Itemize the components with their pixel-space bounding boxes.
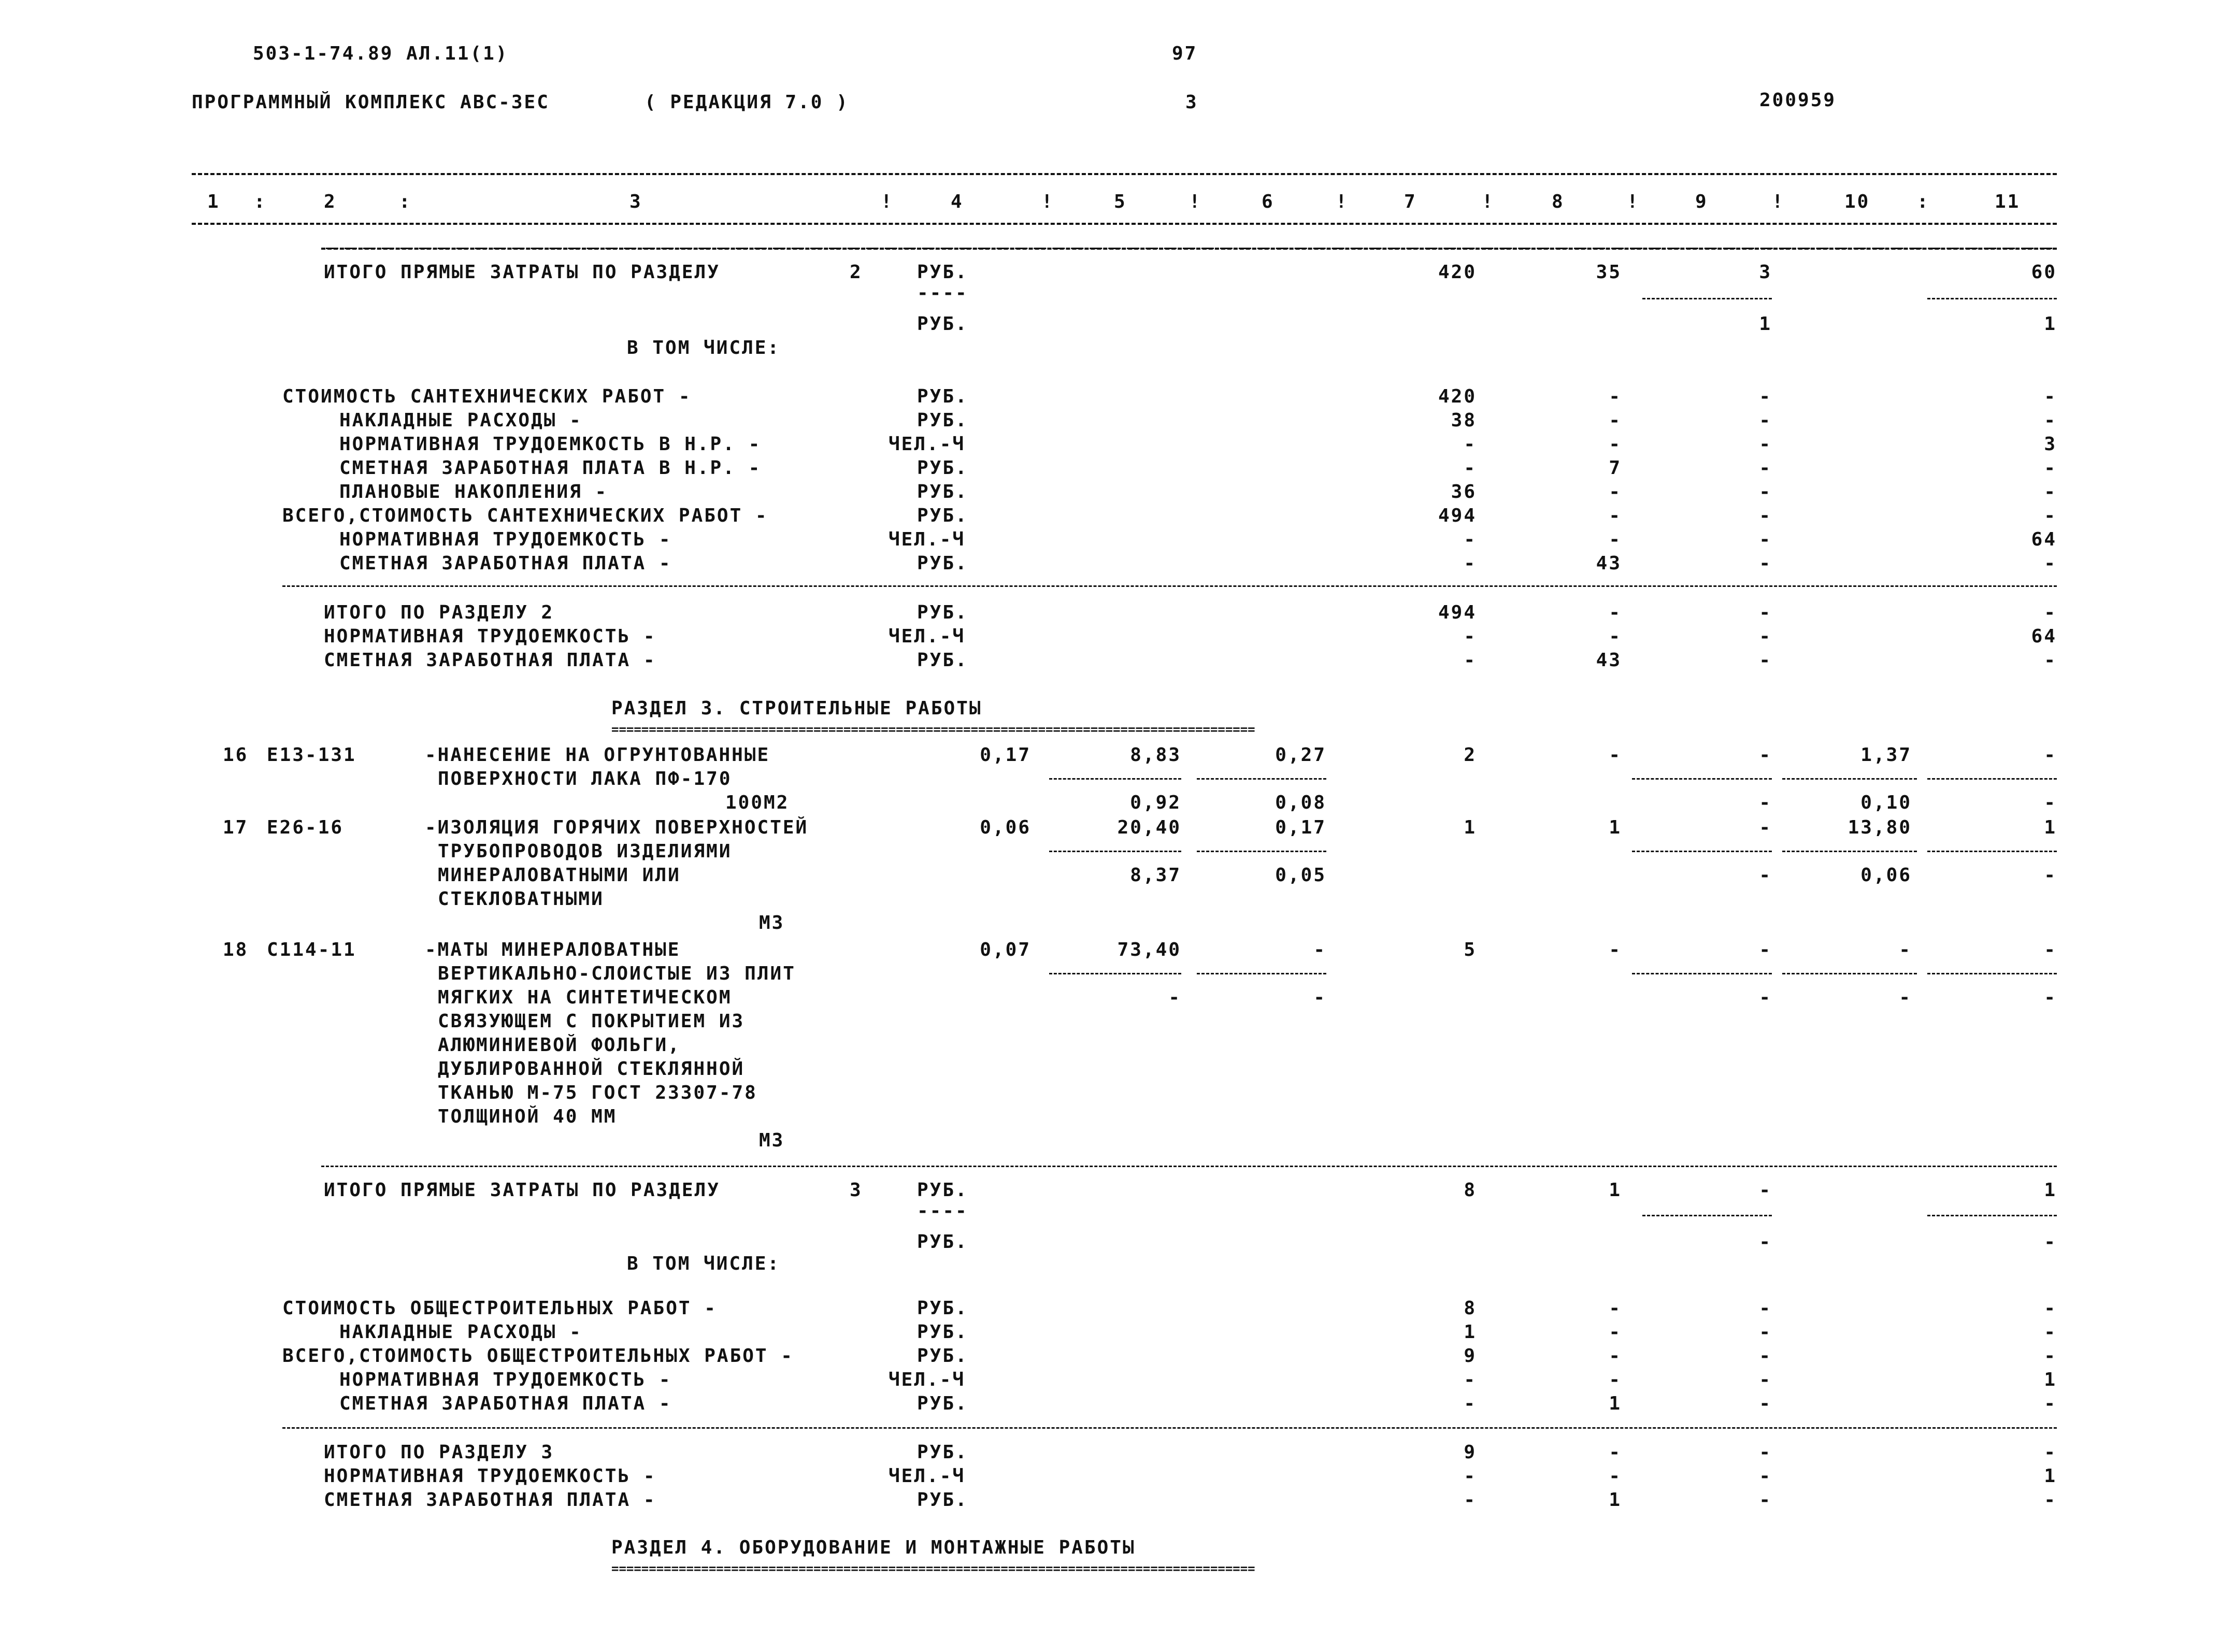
cell-c11: -: [2044, 1345, 2057, 1367]
cell-c11: -: [2044, 939, 2057, 960]
sub-rule: [1642, 298, 1772, 299]
sub-rule: [1049, 778, 1181, 780]
cost-row-label: НАКЛАДНЫЕ РАСХОДЫ -: [339, 1321, 582, 1343]
cost-row-unit: РУБ.: [917, 1393, 968, 1414]
sub-rule: [1782, 973, 1917, 974]
unit-dashes: ----: [917, 282, 968, 304]
cell-c6: 0,27: [1275, 744, 1326, 766]
column-header-cell: 6: [1262, 191, 1274, 212]
cost-row-unit: ЧЕЛ.-Ч: [889, 434, 966, 455]
cell-c10: 13,80: [1848, 817, 1912, 838]
cell-sub-c5: -: [1168, 987, 1181, 1008]
cell-qty: 0,17: [980, 744, 1031, 766]
cell-c9: -: [1759, 481, 1772, 502]
cost-row-unit: ЧЕЛ.-Ч: [889, 1369, 966, 1390]
item-description-line: ДУБЛИРОВАННОЙ СТЕКЛЯННОЙ: [438, 1058, 745, 1080]
cost-row-unit: РУБ.: [917, 505, 968, 526]
item-description-line: ТОЛЩИНОЙ 40 ММ: [438, 1106, 617, 1127]
column-header-cell: 1: [207, 191, 220, 212]
column-header-cell: :: [399, 191, 412, 212]
column-header-cell: 7: [1404, 191, 1417, 212]
item-description-line: ПОВЕРХНОСТИ ЛАКА ПФ-170: [438, 768, 732, 789]
cost-row-unit: РУБ.: [917, 553, 968, 574]
cell-c11: -: [2044, 1321, 2057, 1343]
column-header-cell: :: [1917, 191, 1930, 212]
cell-c8: -: [1609, 744, 1622, 766]
cell-c7: 8: [1464, 1180, 1477, 1201]
cell-c8: -: [1609, 386, 1622, 407]
direct-costs-title: ИТОГО ПРЯМЫЕ ЗАТРАТЫ ПО РАЗДЕЛУ: [324, 262, 720, 283]
cost-row-label: СМЕТНАЯ ЗАРАБОТНАЯ ПЛАТА В Н.Р. -: [339, 457, 762, 479]
section-total-unit: РУБ.: [917, 602, 968, 623]
cell-c9: -: [1759, 434, 1772, 455]
cell-c7: 5: [1464, 939, 1477, 960]
cost-row-unit: РУБ.: [917, 1298, 968, 1319]
cell-c7: 494: [1438, 505, 1477, 526]
cost-row-label: ВСЕГО,СТОИМОСТЬ ОБЩЕСТРОИТЕЛЬНЫХ РАБОТ -: [282, 1345, 794, 1367]
cell-c7: 494: [1438, 602, 1477, 623]
sub-rule: [1197, 778, 1326, 780]
item-description-line: АЛЮМИНИЕВОЙ ФОЛЬГИ,: [438, 1035, 681, 1056]
cell-c11: 1: [2044, 1180, 2057, 1201]
direct-costs-section-no: 3: [850, 1180, 863, 1201]
cost-row-unit: РУБ.: [917, 386, 968, 407]
item-description-line: ВЕРТИКАЛЬНО-СЛОИСТЫЕ ИЗ ПЛИТ: [438, 963, 796, 984]
section-total-label: НОРМАТИВНАЯ ТРУДОЕМКОСТЬ -: [324, 626, 656, 647]
sub-rule: [1782, 851, 1917, 852]
cell-c7: 1: [1464, 1321, 1477, 1343]
sub-rule: [1197, 973, 1326, 974]
item-unit: 100М2: [725, 792, 790, 813]
cell-c11: -: [2044, 650, 2057, 671]
cell-c9: -: [1759, 1369, 1772, 1390]
cell-sub-c6: -: [1313, 987, 1326, 1008]
including-label: В ТОМ ЧИСЛЕ:: [627, 1253, 781, 1274]
cell-c11: -: [2044, 505, 2057, 526]
cell-c9: -: [1759, 817, 1772, 838]
item-code: Е13-131: [267, 744, 356, 766]
item-description-line: МЯГКИХ НА СИНТЕТИЧЕСКОМ: [438, 987, 732, 1008]
item-description-line: -МАТЫ МИНЕРАЛОВАТНЫЕ: [425, 939, 681, 960]
cell-c8: 35: [1596, 262, 1622, 283]
cell-c7: -: [1464, 650, 1477, 671]
section4-heading: РАЗДЕЛ 4. ОБОРУДОВАНИЕ И МОНТАЖНЫЕ РАБОТЫ: [611, 1537, 1136, 1558]
cell-c9: -: [1759, 529, 1772, 550]
unit-label: РУБ.: [917, 1231, 968, 1253]
cell-c9: -: [1759, 1442, 1772, 1463]
cell-c9: -: [1759, 386, 1772, 407]
section3-underline: ======================================================================================: [611, 722, 1255, 737]
column-header-cell: 4: [951, 191, 964, 212]
cell-c7: 9: [1464, 1442, 1477, 1463]
column-header-cell: !: [1336, 191, 1349, 212]
cell-c6: -: [1313, 939, 1326, 960]
cell-c9: -: [1759, 939, 1772, 960]
item-description-line: -ИЗОЛЯЦИЯ ГОРЯЧИХ ПОВЕРХНОСТЕЙ: [425, 817, 809, 838]
section-total-label: СМЕТНАЯ ЗАРАБОТНАЯ ПЛАТА -: [324, 650, 656, 671]
section-total-label: ИТОГО ПО РАЗДЕЛУ 2: [324, 602, 554, 623]
cell-c8: -: [1609, 626, 1622, 647]
cell-c11: 60: [2031, 262, 2057, 283]
cell-c8: -: [1609, 1345, 1622, 1367]
cell-sub-c10: 0,10: [1860, 792, 1912, 813]
cell-c7: -: [1464, 1393, 1477, 1414]
section4-underline: ======================================================================================: [611, 1561, 1255, 1576]
page-number: 97: [1172, 43, 1198, 64]
cell-c9: -: [1759, 626, 1772, 647]
sub-rule: [1927, 778, 2057, 780]
unit-label: РУБ.: [917, 313, 968, 335]
item-description-line: -НАНЕСЕНИЕ НА ОГРУНТОВАННЫЕ: [425, 744, 770, 766]
summary-rule: [321, 248, 2057, 249]
top-rule: [192, 173, 2057, 175]
cell-c8: -: [1609, 1466, 1622, 1487]
sub-rule: [1642, 1215, 1772, 1216]
cost-row-label: НАКЛАДНЫЕ РАСХОДЫ -: [339, 410, 582, 431]
cell-c7: 9: [1464, 1345, 1477, 1367]
section-total-unit: ЧЕЛ.-Ч: [889, 1466, 966, 1487]
cost-row-label: СТОИМОСТЬ ОБЩЕСТРОИТЕЛЬНЫХ РАБОТ -: [282, 1298, 717, 1319]
cost-row-unit: РУБ.: [917, 457, 968, 479]
cell-sub-c5: 0,92: [1130, 792, 1181, 813]
cell-sub-c10: 0,06: [1860, 865, 1912, 886]
cell-sub-c11: -: [2044, 1231, 2057, 1253]
cell-c9: -: [1759, 505, 1772, 526]
cell-sub-c11: -: [2044, 792, 2057, 813]
item-description-line: ТКАНЬЮ М-75 ГОСТ 23307-78: [438, 1082, 757, 1103]
header-rule: [192, 223, 2057, 225]
cell-c8: -: [1609, 434, 1622, 455]
cell-c8: -: [1609, 410, 1622, 431]
column-header-cell: !: [1189, 191, 1202, 212]
column-header-cell: !: [881, 191, 894, 212]
sub-rule: [1632, 851, 1772, 852]
item-code: Е26-16: [267, 817, 344, 838]
cell-c8: -: [1609, 1369, 1622, 1390]
cell-c7: 38: [1451, 410, 1477, 431]
document-code: 200959: [1759, 90, 1837, 111]
cell-c7: 2: [1464, 744, 1477, 766]
cell-c7: 420: [1438, 386, 1477, 407]
cell-c11: -: [2044, 457, 2057, 479]
direct-costs-section-no: 2: [850, 262, 863, 283]
cell-sub-c9: -: [1759, 792, 1772, 813]
program-edition: ( РЕДАКЦИЯ 7.0 ): [645, 92, 849, 113]
cell-c7: -: [1464, 553, 1477, 574]
direct-costs-title: ИТОГО ПРЯМЫЕ ЗАТРАТЫ ПО РАЗДЕЛУ: [324, 1180, 720, 1201]
column-header-cell: :: [254, 191, 267, 212]
column-header-cell: 8: [1552, 191, 1565, 212]
column-header-cell: 5: [1114, 191, 1127, 212]
cost-row-label: СМЕТНАЯ ЗАРАБОТНАЯ ПЛАТА -: [339, 553, 672, 574]
section3-heading: РАЗДЕЛ 3. СТРОИТЕЛЬНЫЕ РАБОТЫ: [611, 698, 982, 719]
cell-c9: -: [1759, 1489, 1772, 1511]
cost-row-unit: ЧЕЛ.-Ч: [889, 529, 966, 550]
item-description-line: МИНЕРАЛОВАТНЫМИ ИЛИ: [438, 865, 681, 886]
cell-c11: -: [2044, 1489, 2057, 1511]
cell-c7: -: [1464, 626, 1477, 647]
column-header-cell: 10: [1844, 191, 1870, 212]
cell-c8: -: [1609, 505, 1622, 526]
cell-c9: 3: [1759, 262, 1772, 283]
column-header-cell: !: [1772, 191, 1785, 212]
cell-c9: -: [1759, 1466, 1772, 1487]
cell-c7: -: [1464, 1489, 1477, 1511]
cell-c11: 1: [2044, 1466, 2057, 1487]
section-total-unit: ЧЕЛ.-Ч: [889, 626, 966, 647]
column-header-cell: 11: [1995, 191, 2021, 212]
cell-sub-c9: -: [1759, 865, 1772, 886]
cell-sub-c6: 0,05: [1275, 865, 1326, 886]
section-total-unit: РУБ.: [917, 1489, 968, 1511]
section-total-unit: РУБ.: [917, 650, 968, 671]
cell-sub-c11: -: [2044, 987, 2057, 1008]
sub-rule: [1927, 851, 2057, 852]
cell-c9: -: [1759, 1321, 1772, 1343]
column-header-cell: !: [1627, 191, 1640, 212]
cell-qty: 0,06: [980, 817, 1031, 838]
item-number: 17: [223, 817, 249, 838]
item-unit: М3: [759, 1130, 785, 1151]
section-number: 3: [1185, 92, 1198, 113]
item-number: 16: [223, 744, 249, 766]
cell-c8: -: [1609, 481, 1622, 502]
cell-c7: 36: [1451, 481, 1477, 502]
cell-c11: 1: [2044, 817, 2057, 838]
cell-c9: -: [1759, 457, 1772, 479]
column-header-cell: !: [1482, 191, 1495, 212]
cell-c5: 8,83: [1130, 744, 1181, 766]
cell-c9: -: [1759, 1345, 1772, 1367]
cell-c9: -: [1759, 602, 1772, 623]
column-header-cell: !: [1041, 191, 1054, 212]
cell-sub-c9: 1: [1759, 313, 1772, 335]
cell-c11: -: [2044, 1298, 2057, 1319]
cell-c11: 3: [2044, 434, 2057, 455]
cell-c8: 1: [1609, 817, 1622, 838]
cost-row-label: НОРМАТИВНАЯ ТРУДОЕМКОСТЬ -: [339, 1369, 672, 1390]
cost-row-unit: РУБ.: [917, 1321, 968, 1343]
sub-rule: [1632, 973, 1772, 974]
cell-c7: 1: [1464, 817, 1477, 838]
cell-c11: 64: [2031, 529, 2057, 550]
cell-c8: -: [1609, 939, 1622, 960]
cell-qty: 0,07: [980, 939, 1031, 960]
totals-rule: [282, 585, 2057, 587]
sub-rule: [1927, 298, 2057, 299]
cost-row-unit: РУБ.: [917, 1345, 968, 1367]
cell-sub-c10: -: [1899, 987, 1912, 1008]
cell-c7: -: [1464, 1369, 1477, 1390]
item-number: 18: [223, 939, 249, 960]
cell-c10: 1,37: [1860, 744, 1912, 766]
cell-c11: -: [2044, 1393, 2057, 1414]
cost-row-unit: РУБ.: [917, 410, 968, 431]
cell-c8: -: [1609, 529, 1622, 550]
sub-rule: [1782, 778, 1917, 780]
sub-rule: [1049, 851, 1181, 852]
doc-code: 503-1-74.89 АЛ.11(1): [253, 43, 509, 64]
unit-label: РУБ.: [917, 1180, 968, 1201]
cell-c8: 1: [1609, 1393, 1622, 1414]
cell-c9: -: [1759, 1298, 1772, 1319]
cost-row-label: ВСЕГО,СТОИМОСТЬ САНТЕХНИЧЕСКИХ РАБОТ -: [282, 505, 768, 526]
cell-c7: 8: [1464, 1298, 1477, 1319]
cell-c11: -: [2044, 386, 2057, 407]
cell-sub-c6: 0,08: [1275, 792, 1326, 813]
cell-sub-c11: -: [2044, 865, 2057, 886]
cell-c6: 0,17: [1275, 817, 1326, 838]
cell-c8: -: [1609, 1442, 1622, 1463]
cell-c8: 1: [1609, 1180, 1622, 1201]
cost-row-label: СТОИМОСТЬ САНТЕХНИЧЕСКИХ РАБОТ -: [282, 386, 692, 407]
sub-rule: [1632, 778, 1772, 780]
totals-rule: [282, 1427, 2057, 1429]
summary-rule: [321, 1166, 2057, 1167]
cell-c5: 20,40: [1117, 817, 1181, 838]
cell-c11: 64: [2031, 626, 2057, 647]
cell-c8: -: [1609, 602, 1622, 623]
cell-c9: -: [1759, 410, 1772, 431]
cell-c9: -: [1759, 744, 1772, 766]
cell-c11: -: [2044, 602, 2057, 623]
cost-row-label: НОРМАТИВНАЯ ТРУДОЕМКОСТЬ -: [339, 529, 672, 550]
cost-row-label: СМЕТНАЯ ЗАРАБОТНАЯ ПЛАТА -: [339, 1393, 672, 1414]
unit-dashes: ----: [917, 1200, 968, 1222]
item-description-line: СВЯЗУЮЩЕМ С ПОКРЫТИЕМ ИЗ: [438, 1011, 745, 1032]
item-description-line: СТЕКЛОВАТНЫМИ: [438, 888, 604, 910]
cell-sub-c5: 8,37: [1130, 865, 1181, 886]
cost-row-label: НОРМАТИВНАЯ ТРУДОЕМКОСТЬ В Н.Р. -: [339, 434, 762, 455]
sub-rule: [1197, 851, 1326, 852]
cost-row-label: ПЛАНОВЫЕ НАКОПЛЕНИЯ -: [339, 481, 608, 502]
including-label: В ТОМ ЧИСЛЕ:: [627, 337, 781, 358]
cell-c11: -: [2044, 410, 2057, 431]
cell-c11: -: [2044, 481, 2057, 502]
cell-c8: -: [1609, 1298, 1622, 1319]
cell-c7: 420: [1438, 262, 1477, 283]
cell-c9: -: [1759, 1393, 1772, 1414]
cell-c9: -: [1759, 1180, 1772, 1201]
cell-c5: 73,40: [1117, 939, 1181, 960]
sub-rule: [1927, 973, 2057, 974]
column-header-cell: 2: [324, 191, 337, 212]
cell-c10: -: [1899, 939, 1912, 960]
cell-c9: -: [1759, 650, 1772, 671]
cell-c7: -: [1464, 457, 1477, 479]
cell-c11: -: [2044, 744, 2057, 766]
cost-row-unit: РУБ.: [917, 481, 968, 502]
section-total-label: СМЕТНАЯ ЗАРАБОТНАЯ ПЛАТА -: [324, 1489, 656, 1511]
cell-sub-c11: 1: [2044, 313, 2057, 335]
section-total-label: ИТОГО ПО РАЗДЕЛУ 3: [324, 1442, 554, 1463]
cell-c8: 1: [1609, 1489, 1622, 1511]
sub-rule: [1049, 973, 1181, 974]
cell-c8: 43: [1596, 650, 1622, 671]
column-header-cell: 3: [629, 191, 642, 212]
program-name: ПРОГРАММНЫЙ КОМПЛЕКС АВС-3ЕС: [192, 92, 550, 113]
cell-c7: -: [1464, 1466, 1477, 1487]
item-code: С114-11: [267, 939, 356, 960]
cell-c8: -: [1609, 1321, 1622, 1343]
cell-c8: 43: [1596, 553, 1622, 574]
cell-sub-c9: -: [1759, 987, 1772, 1008]
sub-rule: [1927, 1215, 2057, 1216]
cell-sub-c9: -: [1759, 1231, 1772, 1253]
cell-c8: 7: [1609, 457, 1622, 479]
column-header-cell: 9: [1695, 191, 1708, 212]
cell-c11: -: [2044, 553, 2057, 574]
section-total-label: НОРМАТИВНАЯ ТРУДОЕМКОСТЬ -: [324, 1466, 656, 1487]
cell-c11: 1: [2044, 1369, 2057, 1390]
item-description-line: ТРУБОПРОВОДОВ ИЗДЕЛИЯМИ: [438, 841, 732, 862]
cell-c7: -: [1464, 434, 1477, 455]
cell-c7: -: [1464, 529, 1477, 550]
cell-c11: -: [2044, 1442, 2057, 1463]
section-total-unit: РУБ.: [917, 1442, 968, 1463]
item-unit: М3: [759, 912, 785, 933]
cell-c9: -: [1759, 553, 1772, 574]
unit-label: РУБ.: [917, 262, 968, 283]
